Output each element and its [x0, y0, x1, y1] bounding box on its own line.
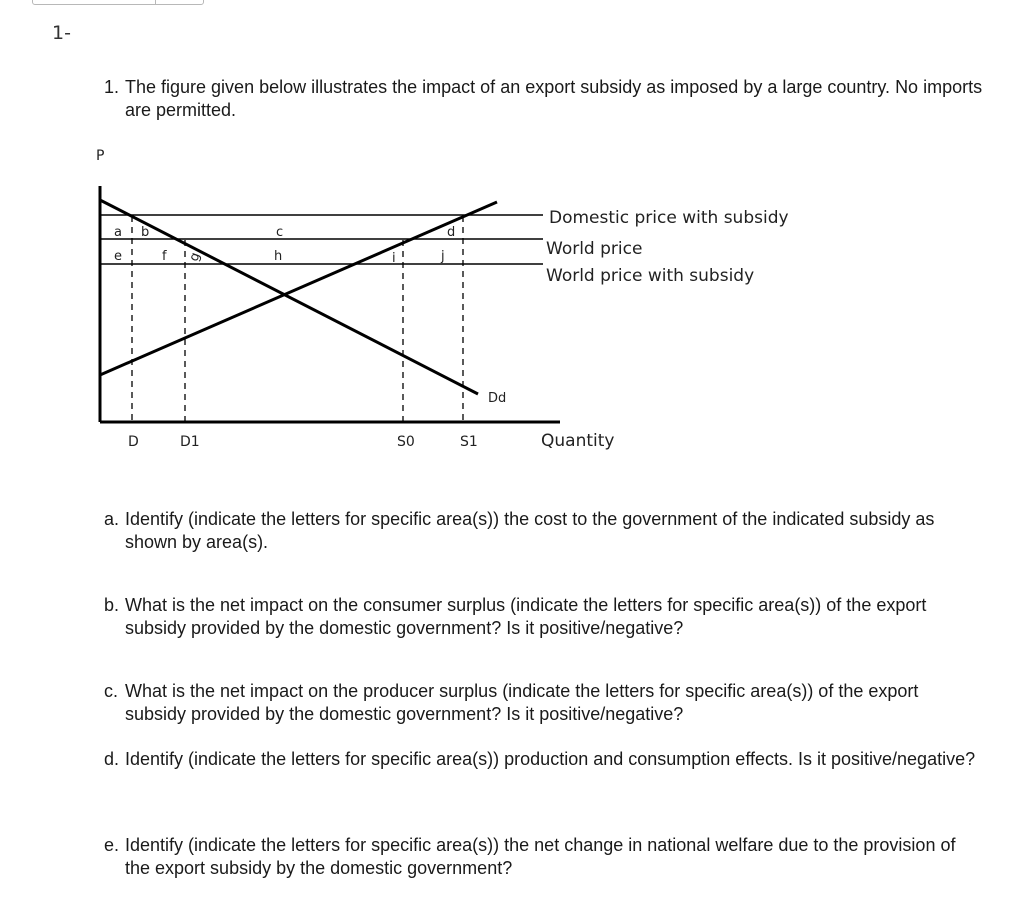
part-c-letter: c. [104, 681, 119, 701]
area-label-d: d [447, 225, 456, 240]
area-label-f: f [162, 249, 167, 264]
part-b-text: What is the net impact on the consumer surplus (indicate the letters for specific area(s)) of the export subsidy provided by the domestic government? Is it positive/negative? [125, 595, 927, 638]
question-part-a [104, 508, 984, 554]
area-label-e: e [114, 249, 122, 264]
domestic-price-label: Domestic price with subsidy [549, 208, 789, 228]
x-axis-label: Quantity [541, 431, 615, 451]
area-label-b: b [141, 225, 150, 240]
top-tab-strip [32, 0, 204, 5]
quantity-label-s1: S1 [460, 434, 478, 450]
part-e-letter: e. [104, 835, 120, 855]
demand-curve-label: Dd [488, 391, 507, 406]
world-price-label: World price [546, 239, 643, 259]
question-intro-number: 1. [104, 77, 120, 97]
quantity-label-s0: S0 [397, 434, 415, 450]
area-label-a: a [114, 225, 122, 240]
y-axis-label: P [96, 148, 105, 164]
part-c-text: What is the net impact on the producer surplus (indicate the letters for specific area(s)) of the export subsidy provided by the domestic government? Is it positive/negative? [125, 681, 919, 724]
area-label-j: j [441, 249, 445, 264]
area-label-g: g [186, 250, 204, 264]
part-a-letter: a. [104, 509, 120, 529]
supply-curve [100, 202, 497, 375]
question-part-b [104, 594, 984, 640]
area-label-h: h [274, 249, 283, 264]
area-label-c: c [276, 225, 284, 240]
question-part-c [104, 680, 984, 726]
question-number: 1- [52, 22, 71, 44]
quantity-label-d: D [128, 434, 139, 450]
question-intro-text: The figure given below illustrates the impact of an export subsidy as imposed by a large country. No imports are permitted. [125, 77, 983, 120]
world-price-with-subsidy-label: World price with subsidy [546, 266, 755, 286]
question-intro [104, 76, 984, 122]
tab-divider [155, 0, 156, 4]
question-part-e [104, 834, 984, 880]
demand-curve [100, 200, 478, 394]
area-label-i: i [392, 251, 396, 266]
part-b-letter: b. [104, 595, 120, 615]
part-e-text: Identify (indicate the letters for specific area(s)) the net change in national welfare due to the provision of the export subsidy by the domestic government? [125, 835, 956, 878]
question-part-d [104, 748, 984, 771]
part-a-text: Identify (indicate the letters for specific area(s)) the cost to the government of the indicated subsidy as shown by area(s). [125, 509, 935, 552]
part-d-text: Identify (indicate the letters for specific area(s)) production and consumption effects. Is it positive/negative? [125, 749, 976, 769]
part-d-letter: d. [104, 749, 120, 769]
quantity-label-d1: D1 [180, 434, 200, 450]
export-subsidy-figure [0, 130, 820, 460]
